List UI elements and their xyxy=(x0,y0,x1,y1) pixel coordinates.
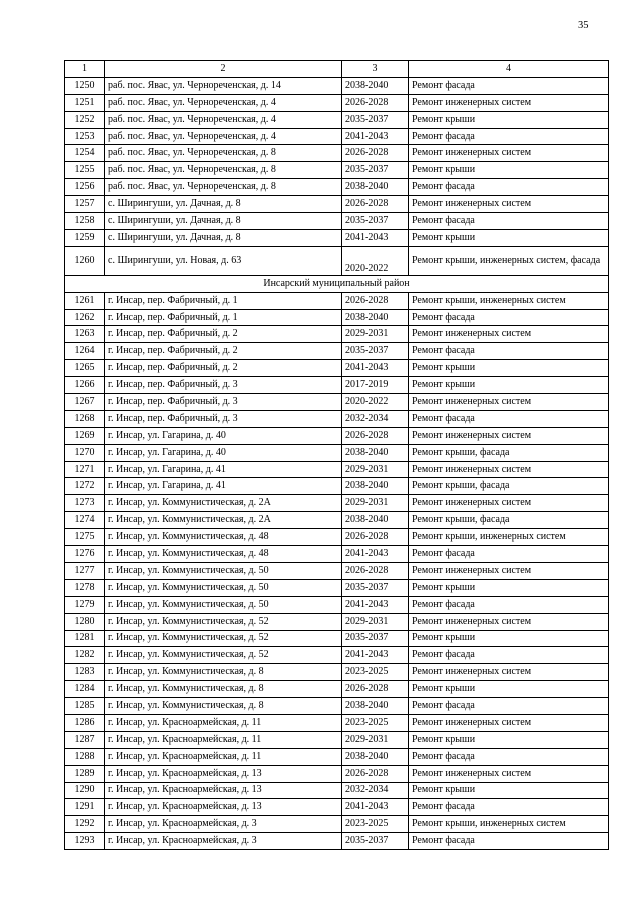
row-period: 2038-2040 xyxy=(342,309,409,326)
row-number: 1285 xyxy=(65,698,105,715)
row-work-type: Ремонт фасада xyxy=(409,213,609,230)
page-number: 35 xyxy=(578,20,589,31)
row-address: раб. пос. Явас, ул. Чернореченская, д. 4 xyxy=(105,128,342,145)
table-row xyxy=(65,546,609,563)
row-period: 2041-2043 xyxy=(342,360,409,377)
row-work-type: Ремонт крыши xyxy=(409,162,609,179)
row-period: 2038-2040 xyxy=(342,512,409,529)
row-address: г. Инсар, ул. Коммунистическая, д. 2А xyxy=(105,512,342,529)
table-row xyxy=(65,213,609,230)
row-period: 2026-2028 xyxy=(342,292,409,309)
table-row xyxy=(65,664,609,681)
row-address: г. Инсар, пер. Фабричный, д. 1 xyxy=(105,292,342,309)
row-work-type: Ремонт инженерных систем xyxy=(409,714,609,731)
row-work-type: Ремонт фасада xyxy=(409,343,609,360)
table-row xyxy=(65,343,609,360)
table-row xyxy=(65,94,609,111)
table-row xyxy=(65,292,609,309)
row-work-type: Ремонт инженерных систем xyxy=(409,562,609,579)
row-period: 2038-2040 xyxy=(342,748,409,765)
table-row xyxy=(65,360,609,377)
row-work-type: Ремонт крыши xyxy=(409,731,609,748)
row-work-type: Ремонт крыши xyxy=(409,681,609,698)
row-work-type: Ремонт крыши xyxy=(409,630,609,647)
row-number: 1269 xyxy=(65,427,105,444)
row-work-type: Ремонт крыши xyxy=(409,229,609,246)
row-number: 1280 xyxy=(65,613,105,630)
row-period: 2038-2040 xyxy=(342,77,409,94)
table-row xyxy=(65,782,609,799)
row-work-type: Ремонт инженерных систем xyxy=(409,495,609,512)
row-address: с. Ширингуши, ул. Новая, д. 63 xyxy=(105,246,342,275)
row-period: 2020-2022 xyxy=(342,394,409,411)
row-period: 2038-2040 xyxy=(342,179,409,196)
table-row xyxy=(65,714,609,731)
table-row xyxy=(65,246,609,275)
row-work-type: Ремонт крыши xyxy=(409,782,609,799)
row-number: 1290 xyxy=(65,782,105,799)
row-work-type: Ремонт инженерных систем xyxy=(409,196,609,213)
rows-after-section xyxy=(65,292,609,849)
row-address: г. Инсар, пер. Фабричный, д. 2 xyxy=(105,360,342,377)
row-work-type: Ремонт инженерных систем xyxy=(409,145,609,162)
row-address: г. Инсар, пер. Фабричный, д. 3 xyxy=(105,394,342,411)
row-address: г. Инсар, ул. Коммунистическая, д. 50 xyxy=(105,562,342,579)
row-address: г. Инсар, пер. Фабричный, д. 3 xyxy=(105,377,342,394)
row-number: 1283 xyxy=(65,664,105,681)
row-period: 2041-2043 xyxy=(342,229,409,246)
row-address: г. Инсар, ул. Гагарина, д. 40 xyxy=(105,427,342,444)
row-work-type: Ремонт крыши xyxy=(409,377,609,394)
row-period: 2017-2019 xyxy=(342,377,409,394)
row-period: 2026-2028 xyxy=(342,94,409,111)
row-number: 1288 xyxy=(65,748,105,765)
row-work-type: Ремонт фасада xyxy=(409,410,609,427)
row-work-type: Ремонт крыши, фасада xyxy=(409,512,609,529)
row-number: 1284 xyxy=(65,681,105,698)
table-row xyxy=(65,427,609,444)
row-number: 1275 xyxy=(65,529,105,546)
row-period: 2032-2034 xyxy=(342,410,409,427)
row-address: г. Инсар, ул. Красноармейская, д. 11 xyxy=(105,714,342,731)
table-row xyxy=(65,681,609,698)
table-row xyxy=(65,765,609,782)
row-address: г. Инсар, ул. Коммунистическая, д. 52 xyxy=(105,647,342,664)
table-row xyxy=(65,512,609,529)
table-row xyxy=(65,461,609,478)
row-work-type: Ремонт крыши, фасада xyxy=(409,444,609,461)
row-work-type: Ремонт фасада xyxy=(409,799,609,816)
row-address: г. Инсар, ул. Коммунистическая, д. 8 xyxy=(105,698,342,715)
row-address: г. Инсар, пер. Фабричный, д. 2 xyxy=(105,343,342,360)
table-row xyxy=(65,326,609,343)
row-address: г. Инсар, ул. Коммунистическая, д. 48 xyxy=(105,546,342,563)
row-number: 1267 xyxy=(65,394,105,411)
row-address: г. Инсар, пер. Фабричный, д. 2 xyxy=(105,326,342,343)
row-work-type: Ремонт фасада xyxy=(409,77,609,94)
row-work-type: Ремонт крыши, инженерных систем xyxy=(409,816,609,833)
row-number: 1258 xyxy=(65,213,105,230)
row-period: 2035-2037 xyxy=(342,630,409,647)
row-period: 2026-2028 xyxy=(342,765,409,782)
row-work-type: Ремонт фасада xyxy=(409,748,609,765)
row-work-type: Ремонт фасада xyxy=(409,128,609,145)
table-row xyxy=(65,799,609,816)
row-period: 2029-2031 xyxy=(342,731,409,748)
row-work-type: Ремонт фасада xyxy=(409,698,609,715)
row-number: 1266 xyxy=(65,377,105,394)
row-work-type: Ремонт крыши xyxy=(409,111,609,128)
table-row xyxy=(65,596,609,613)
row-number: 1253 xyxy=(65,128,105,145)
row-number: 1271 xyxy=(65,461,105,478)
row-period: 2032-2034 xyxy=(342,782,409,799)
row-number: 1265 xyxy=(65,360,105,377)
row-period: 2041-2043 xyxy=(342,128,409,145)
row-address: г. Инсар, ул. Красноармейская, д. 3 xyxy=(105,816,342,833)
table-row xyxy=(65,394,609,411)
row-number: 1292 xyxy=(65,816,105,833)
row-work-type: Ремонт инженерных систем xyxy=(409,394,609,411)
row-period: 2035-2037 xyxy=(342,213,409,230)
row-number: 1256 xyxy=(65,179,105,196)
row-number: 1278 xyxy=(65,579,105,596)
row-work-type: Ремонт инженерных систем xyxy=(409,326,609,343)
table-row xyxy=(65,444,609,461)
table-row xyxy=(65,128,609,145)
row-number: 1276 xyxy=(65,546,105,563)
row-work-type: Ремонт инженерных систем xyxy=(409,664,609,681)
column-number-row xyxy=(65,61,609,78)
table-row xyxy=(65,495,609,512)
row-period: 2023-2025 xyxy=(342,816,409,833)
column-header: 2 xyxy=(105,61,342,78)
row-number: 1250 xyxy=(65,77,105,94)
row-work-type: Ремонт крыши, фасада xyxy=(409,478,609,495)
table-row xyxy=(65,309,609,326)
row-address: раб. пос. Явас, ул. Чернореченская, д. 8 xyxy=(105,145,342,162)
section-header-row xyxy=(65,275,609,292)
row-address: г. Инсар, ул. Красноармейская, д. 13 xyxy=(105,765,342,782)
row-address: г. Инсар, ул. Гагарина, д. 40 xyxy=(105,444,342,461)
row-number: 1264 xyxy=(65,343,105,360)
row-period: 2026-2028 xyxy=(342,196,409,213)
row-period: 2026-2028 xyxy=(342,681,409,698)
row-work-type: Ремонт инженерных систем xyxy=(409,94,609,111)
row-address: г. Инсар, ул. Коммунистическая, д. 52 xyxy=(105,613,342,630)
table-row xyxy=(65,196,609,213)
table-row xyxy=(65,630,609,647)
row-number: 1251 xyxy=(65,94,105,111)
row-period: 2029-2031 xyxy=(342,495,409,512)
row-address: г. Инсар, ул. Коммунистическая, д. 2А xyxy=(105,495,342,512)
table-row xyxy=(65,816,609,833)
row-number: 1262 xyxy=(65,309,105,326)
row-number: 1279 xyxy=(65,596,105,613)
capital-repair-table xyxy=(64,60,609,850)
row-number: 1286 xyxy=(65,714,105,731)
row-number: 1293 xyxy=(65,833,105,850)
row-work-type: Ремонт крыши, инженерных систем xyxy=(409,529,609,546)
table-row xyxy=(65,647,609,664)
row-address: раб. пос. Явас, ул. Чернореченская, д. 8 xyxy=(105,179,342,196)
row-period: 2041-2043 xyxy=(342,799,409,816)
row-period: 2038-2040 xyxy=(342,478,409,495)
row-number: 1263 xyxy=(65,326,105,343)
row-address: раб. пос. Явас, ул. Чернореченская, д. 4 xyxy=(105,111,342,128)
row-period: 2029-2031 xyxy=(342,613,409,630)
row-number: 1289 xyxy=(65,765,105,782)
row-address: г. Инсар, пер. Фабричный, д. 3 xyxy=(105,410,342,427)
row-period: 2026-2028 xyxy=(342,145,409,162)
table-row xyxy=(65,731,609,748)
rows-before-section xyxy=(65,77,609,275)
row-address: г. Инсар, ул. Красноармейская, д. 11 xyxy=(105,731,342,748)
row-period: 2035-2037 xyxy=(342,833,409,850)
table-row xyxy=(65,410,609,427)
row-work-type: Ремонт фасада xyxy=(409,309,609,326)
row-period: 2026-2028 xyxy=(342,529,409,546)
table-row xyxy=(65,111,609,128)
row-period: 2041-2043 xyxy=(342,647,409,664)
row-number: 1277 xyxy=(65,562,105,579)
row-number: 1281 xyxy=(65,630,105,647)
table-row xyxy=(65,162,609,179)
table-row xyxy=(65,833,609,850)
row-period: 2023-2025 xyxy=(342,664,409,681)
row-number: 1291 xyxy=(65,799,105,816)
row-address: г. Инсар, ул. Коммунистическая, д. 8 xyxy=(105,664,342,681)
table-row xyxy=(65,179,609,196)
row-number: 1287 xyxy=(65,731,105,748)
row-work-type: Ремонт фасада xyxy=(409,596,609,613)
row-period: 2026-2028 xyxy=(342,427,409,444)
row-period: 2035-2037 xyxy=(342,111,409,128)
row-address: с. Ширингуши, ул. Дачная, д. 8 xyxy=(105,196,342,213)
row-work-type: Ремонт инженерных систем xyxy=(409,461,609,478)
row-work-type: Ремонт инженерных систем xyxy=(409,613,609,630)
row-address: раб. пос. Явас, ул. Чернореченская, д. 4 xyxy=(105,94,342,111)
table-row xyxy=(65,77,609,94)
row-number: 1272 xyxy=(65,478,105,495)
row-work-type: Ремонт фасада xyxy=(409,833,609,850)
table-row xyxy=(65,562,609,579)
row-address: г. Инсар, ул. Красноармейская, д. 11 xyxy=(105,748,342,765)
table-row xyxy=(65,579,609,596)
row-number: 1261 xyxy=(65,292,105,309)
column-header: 3 xyxy=(342,61,409,78)
row-work-type: Ремонт фасада xyxy=(409,546,609,563)
row-address: г. Инсар, ул. Красноармейская, д. 3 xyxy=(105,833,342,850)
row-address: с. Ширингуши, ул. Дачная, д. 8 xyxy=(105,229,342,246)
district-section xyxy=(65,275,609,292)
row-period: 2023-2025 xyxy=(342,714,409,731)
row-period: 2029-2031 xyxy=(342,326,409,343)
row-work-type: Ремонт крыши xyxy=(409,360,609,377)
row-address: г. Инсар, ул. Коммунистическая, д. 52 xyxy=(105,630,342,647)
row-address: г. Инсар, ул. Гагарина, д. 41 xyxy=(105,478,342,495)
row-period: 2038-2040 xyxy=(342,698,409,715)
table-row xyxy=(65,377,609,394)
row-work-type: Ремонт фасада xyxy=(409,179,609,196)
row-period: 2029-2031 xyxy=(342,461,409,478)
table-row xyxy=(65,478,609,495)
row-address: г. Инсар, ул. Коммунистическая, д. 48 xyxy=(105,529,342,546)
row-number: 1274 xyxy=(65,512,105,529)
row-address: раб. пос. Явас, ул. Чернореченская, д. 14 xyxy=(105,77,342,94)
row-period: 2038-2040 xyxy=(342,444,409,461)
row-address: г. Инсар, ул. Красноармейская, д. 13 xyxy=(105,782,342,799)
row-number: 1259 xyxy=(65,229,105,246)
row-address: г. Инсар, ул. Красноармейская, д. 13 xyxy=(105,799,342,816)
row-work-type: Ремонт крыши xyxy=(409,579,609,596)
row-work-type: Ремонт инженерных систем xyxy=(409,765,609,782)
row-address: г. Инсар, ул. Коммунистическая, д. 50 xyxy=(105,579,342,596)
row-address: г. Инсар, ул. Гагарина, д. 41 xyxy=(105,461,342,478)
row-period: 2020-2022 xyxy=(342,246,409,275)
row-address: раб. пос. Явас, ул. Чернореченская, д. 8 xyxy=(105,162,342,179)
row-address: г. Инсар, пер. Фабричный, д. 1 xyxy=(105,309,342,326)
row-period: 2035-2037 xyxy=(342,579,409,596)
row-number: 1260 xyxy=(65,246,105,275)
row-number: 1252 xyxy=(65,111,105,128)
table-row xyxy=(65,613,609,630)
column-header: 1 xyxy=(65,61,105,78)
row-number: 1273 xyxy=(65,495,105,512)
row-work-type: Ремонт фасада xyxy=(409,647,609,664)
table-row xyxy=(65,529,609,546)
row-address: г. Инсар, ул. Коммунистическая, д. 50 xyxy=(105,596,342,613)
row-number: 1254 xyxy=(65,145,105,162)
row-address: с. Ширингуши, ул. Дачная, д. 8 xyxy=(105,213,342,230)
row-period: 2035-2037 xyxy=(342,162,409,179)
row-number: 1282 xyxy=(65,647,105,664)
table-row xyxy=(65,748,609,765)
row-address: г. Инсар, ул. Коммунистическая, д. 8 xyxy=(105,681,342,698)
row-work-type: Ремонт крыши, инженерных систем xyxy=(409,292,609,309)
column-header: 4 xyxy=(409,61,609,78)
row-work-type: Ремонт крыши, инженерных систем, фасада xyxy=(409,246,609,275)
table-row xyxy=(65,229,609,246)
row-number: 1270 xyxy=(65,444,105,461)
row-period: 2041-2043 xyxy=(342,546,409,563)
section-title: Инсарский муниципальный район xyxy=(65,275,609,292)
row-number: 1257 xyxy=(65,196,105,213)
row-number: 1255 xyxy=(65,162,105,179)
row-period: 2041-2043 xyxy=(342,596,409,613)
table-row xyxy=(65,698,609,715)
table-row xyxy=(65,145,609,162)
row-number: 1268 xyxy=(65,410,105,427)
row-work-type: Ремонт инженерных систем xyxy=(409,427,609,444)
row-period: 2035-2037 xyxy=(342,343,409,360)
row-period: 2026-2028 xyxy=(342,562,409,579)
